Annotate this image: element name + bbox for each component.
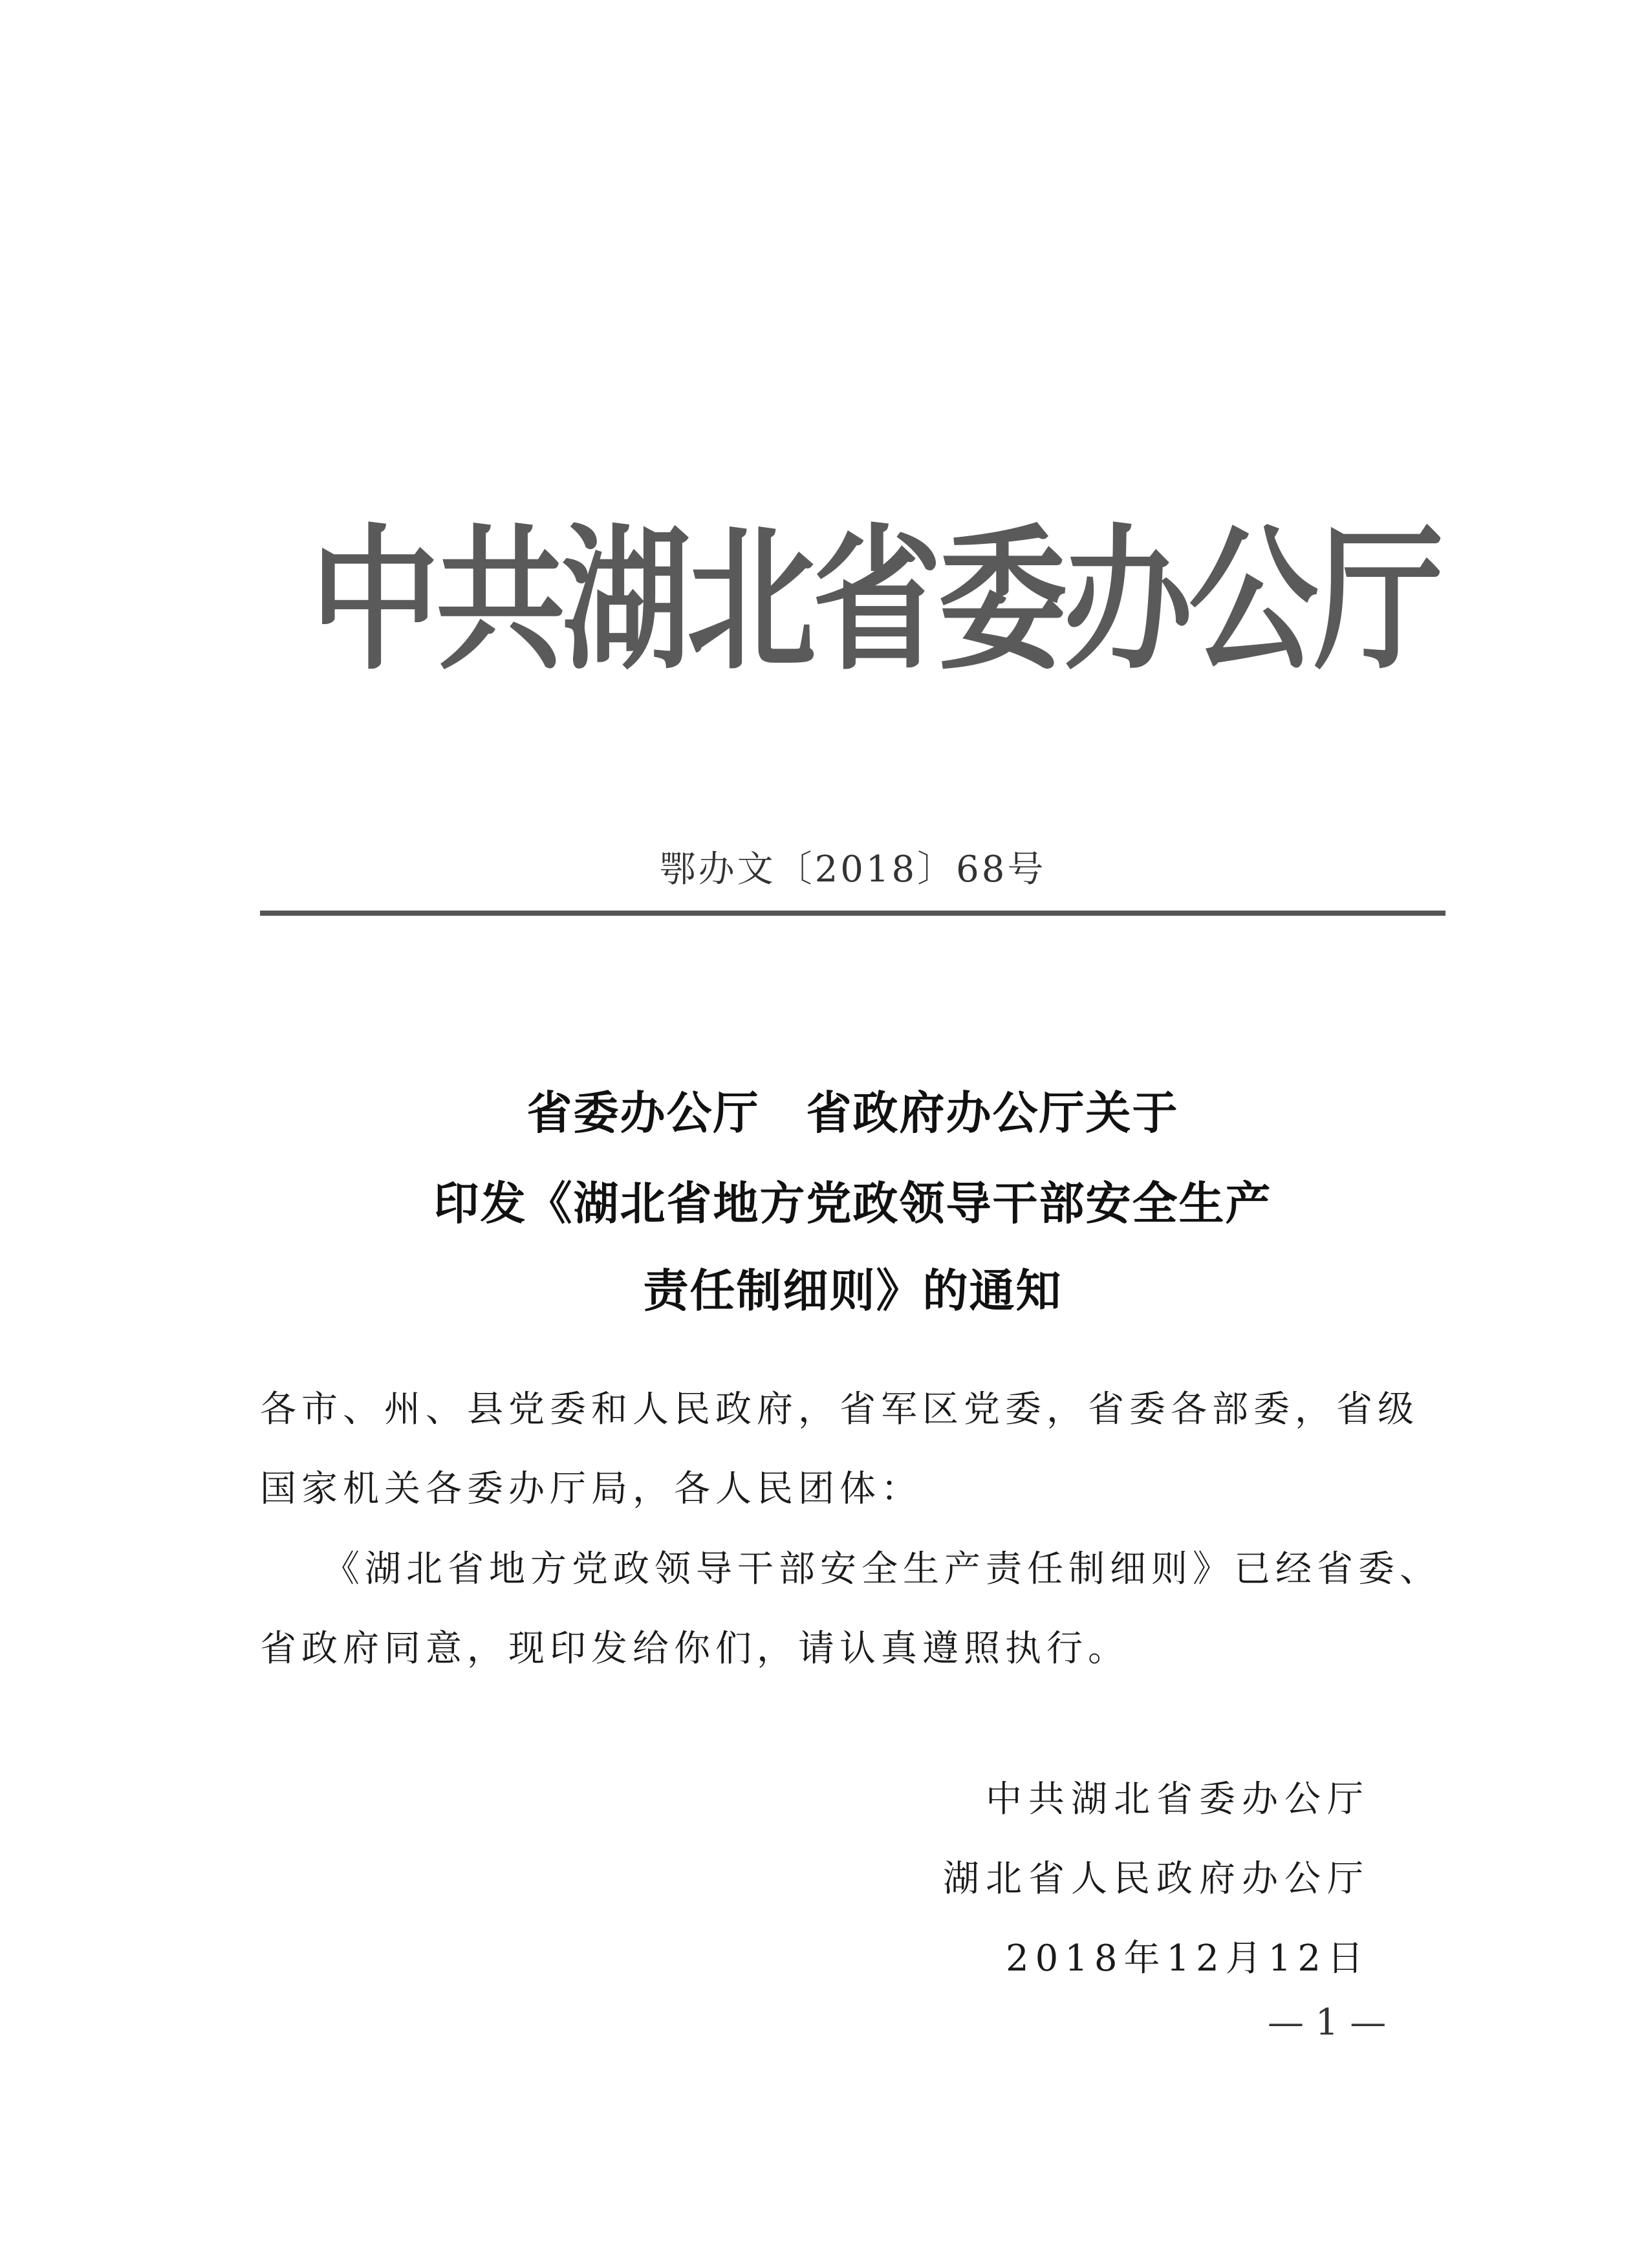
signature-issuer-2: 湖北省人民政府办公厅	[943, 1858, 1370, 1900]
title-line-1: 省委办公厅 省政府办公厅关于	[526, 1086, 1179, 1139]
title-line-2: 印发《湖北省地方党政领导干部安全生产	[433, 1176, 1272, 1230]
title-line-3: 责任制细则》的通知	[643, 1264, 1063, 1317]
header-divider	[260, 911, 1446, 916]
signature-issuer-1: 中共湖北省委办公厅	[986, 1778, 1370, 1820]
recipients-line-1: 各市、州、县党委和人民政府，省军区党委，省委各部委，省级	[260, 1388, 1419, 1431]
body-paragraph-line-2: 省政府同意，现印发给你们，请认真遵照执行。	[260, 1628, 1129, 1670]
issuer-header: 中共湖北省委办公厅	[310, 510, 1440, 692]
page-number: — 1 —	[1268, 2002, 1387, 2044]
body-paragraph-line-1: 《湖北省地方党政领导干部安全生产责任制细则》已经省委、	[323, 1548, 1441, 1590]
signature-date: 2018年12月12日	[1005, 1938, 1370, 1980]
document-number: 鄂办文〔2018〕68号	[659, 848, 1046, 891]
recipients-line-2: 国家机关各委办厅局，各人民团体：	[260, 1468, 922, 1510]
